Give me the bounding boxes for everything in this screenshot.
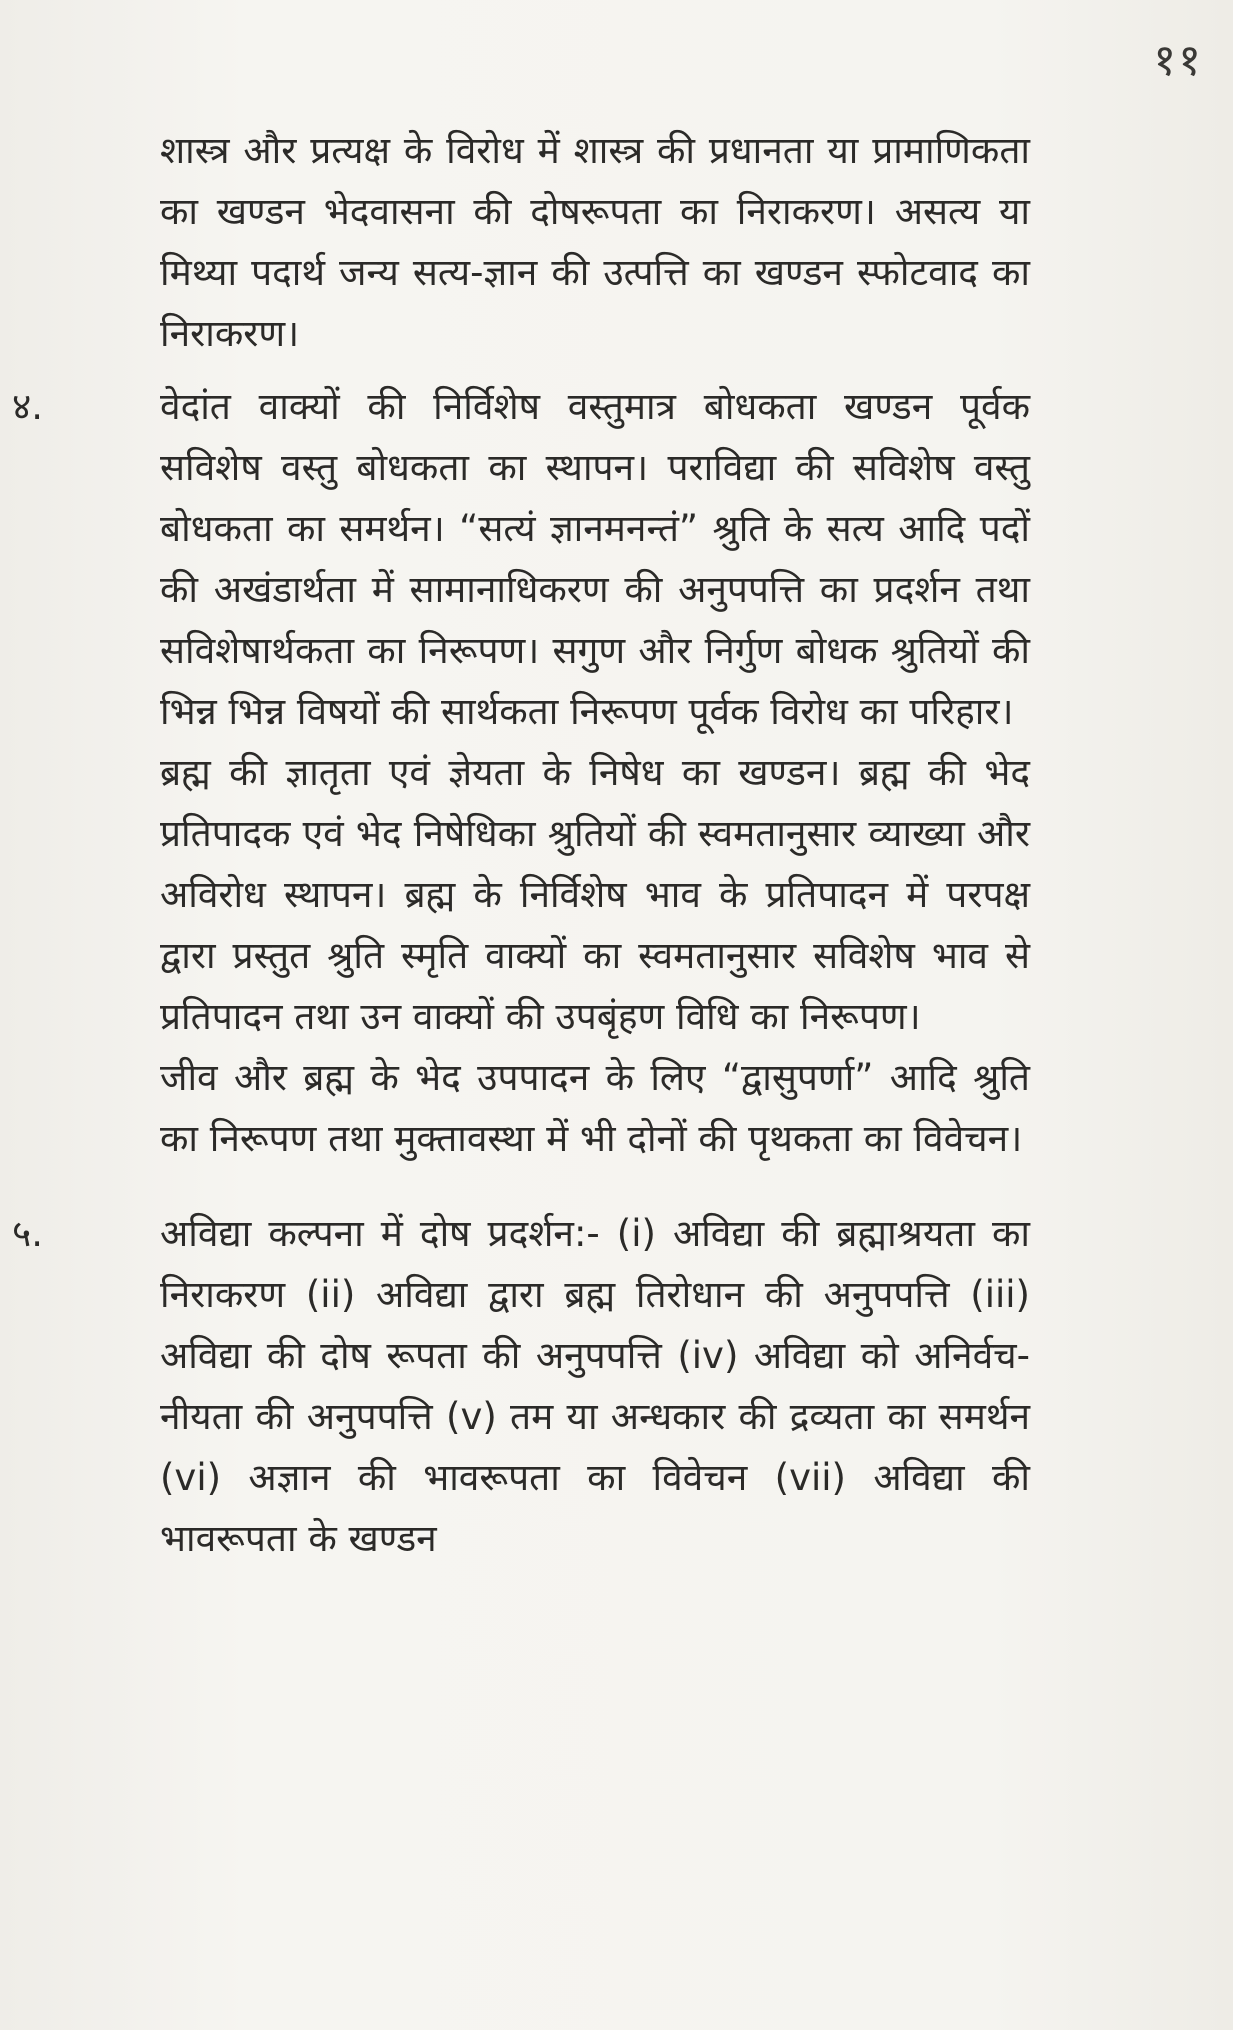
spacer <box>160 364 1030 376</box>
item-4-number: ४. <box>12 385 44 428</box>
page-content <box>12 120 1030 1569</box>
item-5-block <box>12 1203 1030 1569</box>
item-4-paragraph-1: वेदांत वाक्यों की निर्विशेष वस्तुमात्र बोधकता खण्डन पूर्वक सविशेष वस्तु बोधकता का स्थापन। पराविद्या की सविशेष वस्तु बोधकता का समर्थन। “सत्यं ज्ञानमनन्तं” श्रुति के सत्य आदि पदों की अखंडार्थता में सामानाधिकरण की अनुपपत्ति का प्रदर्शन तथा सविशेषार्थकता का निरूपण। सगुण और निर्गुण बोधक श्रुतियों की भिन्न भिन्न विषयों की सार्थकता निरूपण पूर्वक विरोध का परिहार। <box>160 385 1030 733</box>
spacer <box>160 1169 1030 1203</box>
intro-paragraph: शास्त्र और प्रत्यक्ष के विरोध में शास्त्र की प्रधानता या प्रामाणिकता का खण्डन भेदवासना की दोषरूपता का निराकरण। असत्य या मिथ्या पदार्थ जन्य सत्य-ज्ञान की उत्पत्ति का खण्डन स्फोटवाद का निराकरण। <box>160 129 1030 355</box>
page-number: ११ <box>1153 35 1203 86</box>
intro-block <box>160 120 1030 364</box>
item-4-paragraph-2: ब्रह्म की ज्ञातृता एवं ज्ञेयता के निषेध का खण्डन। ब्रह्म की भेद प्रतिपादक एवं भेद निषेधिका श्रुतियों की स्वमतानुसार व्याख्या और अविरोध स्थापन। ब्रह्म के निर्विशेष भाव के प्रतिपादन में परपक्ष द्वारा प्रस्तुत श्रुति स्मृति वाक्यों का स्वमतानुसार सविशेष भाव से प्रतिपादन तथा उन वाक्यों की उपबृंहण विधि का निरूपण। <box>160 751 1030 1038</box>
item-5-number: ५. <box>12 1212 44 1255</box>
item-4-paragraph-3: जीव और ब्रह्म के भेद उपपादन के लिए “द्वासुपर्णा” आदि श्रुति का निरूपण तथा मुक्तावस्था में भी दोनों की पृथकता का विवेचन। <box>160 1056 1030 1160</box>
item-4-block <box>12 376 1030 1169</box>
item-5-paragraph-1: अविद्या कल्पना में दोष प्रदर्शन:- (i) अविद्या की ब्रह्माश्रयता का निराकरण (ii) अविद्या द्वारा ब्रह्म तिरोधान की अनुपपत्ति (iii) अविद्या की दोष रूपता की अनुपपत्ति (iv) अविद्या को अनिर्वच-नीयता की अनुपपत्ति (v) तम या अन्धकार की द्रव्यता का समर्थन (vi) अज्ञान की भावरूपता का विवेचन (vii) अविद्या की भावरूपता के खण्डन <box>160 1212 1030 1560</box>
